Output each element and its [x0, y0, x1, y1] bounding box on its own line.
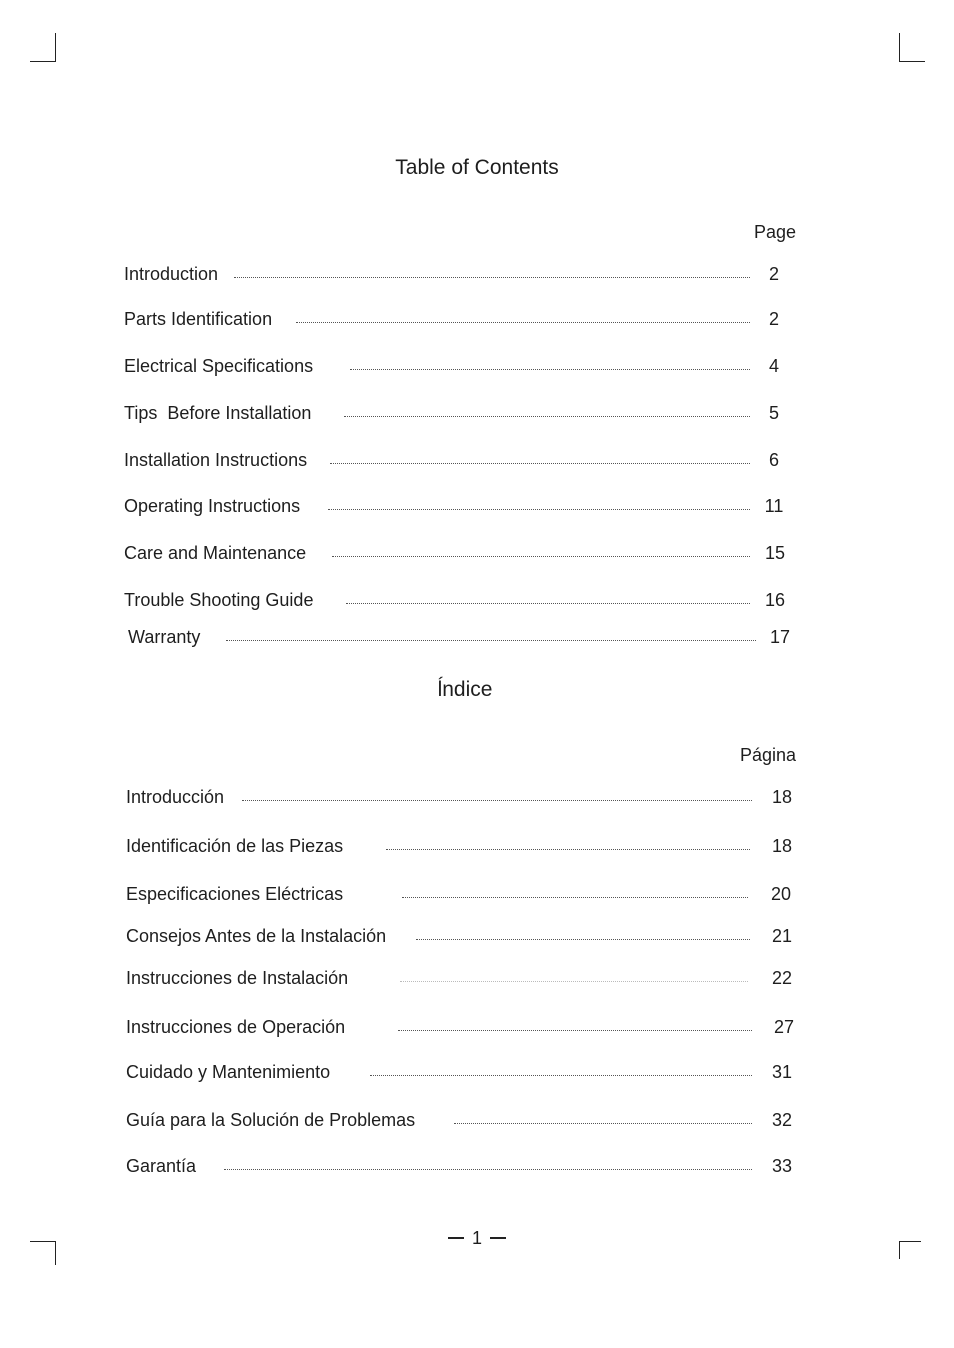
indice-entry — [126, 926, 796, 950]
indice-entry-label: Introducción — [126, 787, 225, 807]
toc-entry — [124, 450, 794, 474]
indice-entry-page: 31 — [771, 1062, 793, 1082]
toc-entry-label: Trouble Shooting Guide — [124, 590, 314, 610]
indice-entry-label: Guía para la Solución de Problemas — [126, 1110, 416, 1130]
toc-entry — [124, 543, 794, 567]
indice-entry — [126, 1062, 796, 1086]
toc-entry-leader — [344, 416, 750, 417]
toc-entry-page: 16 — [764, 590, 786, 610]
toc-entry-leader — [328, 509, 750, 510]
indice-entry-label: Consejos Antes de la Instalación — [126, 926, 387, 946]
toc-entry — [124, 590, 794, 614]
crop-mark-top-left-h — [30, 61, 56, 62]
pagina-column-header: Página — [739, 745, 796, 765]
indice-entry-label: Instrucciones de Instalación — [126, 968, 349, 988]
footer-dash-left — [448, 1237, 464, 1239]
toc-entry-leader — [346, 603, 750, 604]
toc-entry-page: 11 — [764, 496, 784, 516]
indice-entry-leader — [224, 1169, 752, 1170]
page-number-footer — [0, 1228, 954, 1249]
indice-entry-leader — [398, 1030, 752, 1031]
toc-entry-label: Installation Instructions — [124, 450, 308, 470]
toc-entry-page: 15 — [764, 543, 786, 563]
footer-dash-right — [490, 1237, 506, 1239]
toc-entry-label: Introduction — [124, 264, 219, 284]
toc-entry-label: Parts Identification — [124, 309, 273, 329]
indice-entry-leader — [416, 939, 750, 940]
toc-entry-page: 2 — [768, 264, 779, 284]
toc-entry-label: Warranty — [128, 627, 201, 647]
indice-entry — [126, 1017, 796, 1041]
toc-entry-leader — [350, 369, 750, 370]
toc-entry-leader — [296, 322, 750, 323]
indice-entry-page: 20 — [770, 884, 792, 904]
toc-entry-page: 6 — [768, 450, 779, 470]
indice-entry-leader — [400, 981, 748, 982]
toc-entry-leader — [330, 463, 750, 464]
indice-entry — [126, 1110, 796, 1134]
indice-entry-label: Instrucciones de Operación — [126, 1017, 346, 1037]
indice-entry-page: 22 — [771, 968, 793, 988]
indice-entry-label: Garantía — [126, 1156, 197, 1176]
indice-title: ĺndice — [437, 678, 493, 701]
indice-entry-leader — [454, 1123, 752, 1124]
crop-mark-top-right-v — [899, 33, 900, 61]
indice-entry-page: 21 — [771, 926, 793, 946]
toc-title: Table of Contents — [395, 156, 559, 179]
toc-entry-label: Operating Instructions — [124, 496, 301, 516]
toc-entry-page: 2 — [768, 309, 779, 329]
indice-entry-label: Especificaciones Eléctricas — [126, 884, 344, 904]
toc-entry-page: 4 — [768, 356, 779, 376]
toc-entry — [124, 356, 794, 380]
toc-entry-page: 5 — [768, 403, 779, 423]
toc-entry — [128, 627, 798, 651]
toc-entry-leader — [332, 556, 750, 557]
indice-entry-label: Cuidado y Mantenimiento — [126, 1062, 331, 1082]
toc-entry-label: Tips Before Installation — [124, 403, 312, 423]
toc-entry — [124, 403, 794, 427]
indice-entry — [126, 787, 796, 811]
indice-entry — [126, 884, 796, 908]
page-number: 1 — [471, 1228, 482, 1248]
toc-entry — [124, 264, 794, 288]
indice-entry-page: 33 — [771, 1156, 793, 1176]
indice-entry — [126, 1156, 796, 1180]
indice-entry-leader — [402, 897, 748, 898]
indice-entry-label: Identificación de las Piezas — [126, 836, 344, 856]
indice-entry-leader — [370, 1075, 752, 1076]
toc-entry-page: 17 — [769, 627, 791, 647]
toc-entry — [124, 309, 794, 333]
crop-mark-top-right-h — [899, 61, 925, 62]
indice-entry-leader — [242, 800, 752, 801]
indice-entry-page: 18 — [771, 787, 793, 807]
toc-entry-label: Care and Maintenance — [124, 543, 307, 563]
toc-entry-label: Electrical Specifications — [124, 356, 314, 376]
indice-entry-leader — [386, 849, 750, 850]
indice-entry-page: 27 — [773, 1017, 795, 1037]
indice-entry-page: 18 — [771, 836, 793, 856]
page-column-header: Page — [753, 222, 796, 242]
indice-entry-page: 32 — [771, 1110, 793, 1130]
toc-entry — [124, 496, 794, 520]
toc-entry-leader — [226, 640, 756, 641]
crop-mark-top-left-v — [55, 33, 56, 61]
indice-entry — [126, 836, 796, 860]
indice-entry — [126, 968, 796, 992]
toc-entry-leader — [234, 277, 750, 278]
